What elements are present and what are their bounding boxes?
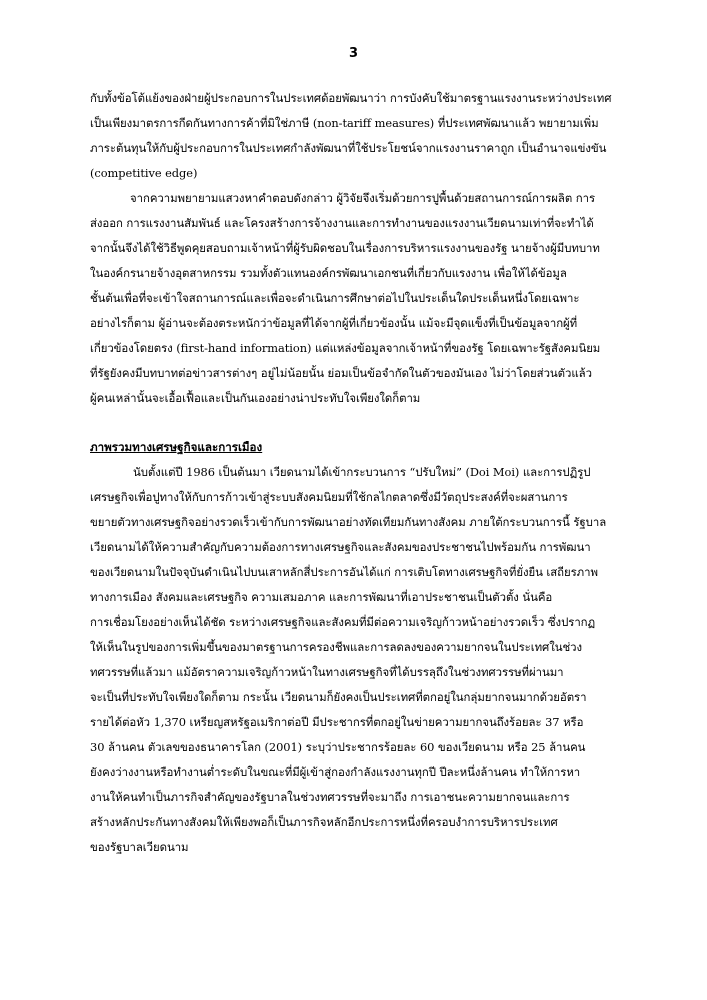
paragraph-line: ของเวียดนามในปัจจุบันดำเนินไปบนเสาหลักสี่ประการอันได้แก่ การเติบโตทางเศรษฐกิจที่ยั่งยืน เสถียรภาพ bbox=[90, 565, 598, 579]
paragraph-methodology bbox=[90, 186, 620, 411]
paragraph-line: ทางการเมือง สังคมและเศรษฐกิจ ความเสมอภาค และการพัฒนาที่เอาประชาชนเป็นตัวตั้ง นั่นคือ bbox=[90, 590, 553, 604]
document-body bbox=[90, 86, 620, 860]
paragraph-line: เป็นเพียงมาตรการกีดกันทางการค้าที่มิใช่ภาษี (non-tariff measures) ที่ประเทศพัฒนาแล้ว พยายามเพิ่ม bbox=[90, 116, 599, 130]
paragraph-line: ที่รัฐยังคงมีบทบาทต่อข่าวสารต่างๆ อยู่ไม่น้อยนั้น ย่อมเป็นข้อจำกัดในตัวของมันเอง ไม่ว่าโดยส่วนตัวแล้ว bbox=[90, 366, 592, 380]
paragraph-line: ทศวรรษที่แล้วมา แม้อัตราความเจริญก้าวหน้าในทางเศรษฐกิจที่ได้บรรลุถึงในช่วงทศวรรษที่ผ่านมา bbox=[90, 665, 564, 679]
paragraph-line: เวียดนามได้ให้ความสำคัญกับความต้องการทางเศรษฐกิจและสังคมของประชาชนไปพร้อมกัน การพัฒนา bbox=[90, 540, 591, 554]
paragraph-line: ส่งออก การแรงงานสัมพันธ์ และโครงสร้างการจ้างงานและการทำงานของแรงงานเวียดนามเท่าที่จะทำได้ bbox=[90, 216, 594, 230]
paragraph-line: กับทั้งข้อโต้แย้งของฝ่ายผู้ประกอบการในประเทศด้อยพัฒนาว่า การบังคับใช้มาตรฐานแรงงานระหว่างประเทศ bbox=[90, 91, 612, 105]
paragraph-line: ให้เห็นในรูปของการเพิ่มขึ้นของมาตรฐานการครองชีพและการลดลงของความยากจนในประเทศในช่วง bbox=[90, 640, 582, 654]
paragraph-line: จากนั้นจึงได้ใช้วิธีพูดคุยสอบถามเจ้าหน้าที่ผู้รับผิดชอบในเรื่องการบริหารแรงงานของรัฐ นายจ้างผู้มีบทบาท bbox=[90, 241, 600, 255]
paragraph-standards-debate bbox=[90, 86, 620, 186]
paragraph-line: การเชื่อมโยงอย่างเห็นได้ชัด ระหว่างเศรษฐกิจและสังคมที่มีต่อความเจริญก้าวหน้าอย่างรวดเร็ว ซึ่งปรากฏ bbox=[90, 615, 596, 629]
paragraph-line: งานให้คนทำเป็นภารกิจสำคัญของรัฐบาลในช่วงทศวรรษที่จะมาถึง การเอาชนะความยากจนและการ bbox=[90, 790, 570, 804]
paragraph-line: ผู้คนเหล่านั้นจะเอื้อเฟื้อและเป็นกันเองอย่างน่าประทับใจเพียงใดก็ตาม bbox=[90, 391, 421, 405]
paragraph-line: ยังคงว่างงานหรือทำงานต่ำระดับในขณะที่มีผู้เข้าสู่กองกำลังแรงงานทุกปี ปีละหนึ่งล้านคน ทำให้การหา bbox=[90, 765, 581, 779]
paragraph-line: 30 ล้านคน ตัวเลขของธนาคารโลก (2001) ระบุว่าประชากรร้อยละ 60 ของเวียดนาม หรือ 25 ล้านคน bbox=[90, 740, 586, 754]
paragraph-line: ของรัฐบาลเวียดนาม bbox=[90, 840, 189, 854]
paragraph-line: ในองค์กรนายจ้างอุตสาหกรรม รวมทั้งตัวแทนองค์กรพัฒนาเอกชนที่เกี่ยวกับแรงงาน เพื่อให้ได้ข้อมูล bbox=[90, 266, 567, 280]
paragraph-line: เศรษฐกิจเพื่อปูทางให้กับการก้าวเข้าสู่ระบบสังคมนิยมที่ใช้กลไกตลาดซึ่งมีวัตถุประสงค์ที่จะผสานการ bbox=[90, 490, 568, 504]
paragraph-line: จากความพยายามแสวงหาคำตอบดังกล่าว ผู้วิจัยจึงเริ่มด้วยการปูพื้นด้วยสถานการณ์การผลิต การ bbox=[130, 191, 596, 205]
paragraph-economic-overview bbox=[90, 460, 620, 860]
paragraph-line: สร้างหลักประกันทางสังคมให้เพียงพอก็เป็นภารกิจหลักอีกประการหนึ่งที่ครอบงำการบริหารประเทศ bbox=[90, 815, 558, 829]
paragraph-line: นับตั้งแต่ปี 1986 เป็นต้นมา เวียดนามได้เข้ากระบวนการ “ปรับใหม่” (Doi Moi) และการปฏิรูป bbox=[133, 465, 591, 479]
page-number: 3 bbox=[348, 46, 359, 61]
paragraph-line: อย่างไรก็ตาม ผู้อ่านจะต้องตระหนักว่าข้อมูลที่ได้จากผู้ที่เกี่ยวข้องนั้น แม้จะมีจุดแข็งที่เป็นข้อมูลจากผู้ที่ bbox=[90, 316, 578, 330]
paragraph-line: ชั้นต้นเพื่อที่จะเข้าใจสถานการณ์และเพื่อจะดำเนินการศึกษาต่อไปในประเด็นใดประเด็นหนึ่งโดยเฉพาะ bbox=[90, 291, 580, 305]
section-heading: ภาพรวมทางเศรษฐกิจและการเมือง bbox=[90, 440, 263, 454]
paragraph-line: ภาระต้นทุนให้กับผู้ประกอบการในประเทศกำลังพัฒนาที่ใช้ประโยชน์จากแรงงานราคาถูก เป็นอำนาจแข่งขัน bbox=[90, 141, 607, 155]
paragraph-line: จะเป็นที่ประทับใจเพียงใดก็ตาม กระนั้น เวียดนามก็ยังคงเป็นประเทศที่ตกอยู่ในกลุ่มยากจนมากด้วยอัตรา bbox=[90, 690, 587, 704]
paragraph-line: ขยายตัวทางเศรษฐกิจอย่างรวดเร็วเข้ากับการพัฒนาอย่างทัดเทียมกันทางสังคม ภายใต้กระบวนการนี้ รัฐบาล bbox=[90, 515, 607, 529]
paragraph-line: เกี่ยวข้องโดยตรง (first-hand information) แต่แหล่งข้อมูลจากเจ้าหน้าที่ของรัฐ โดยเฉพาะรัฐสังคมนิยม bbox=[90, 341, 601, 355]
paragraph-line: (competitive edge) bbox=[90, 166, 198, 180]
paragraph-line: รายได้ต่อหัว 1,370 เหรียญสหรัฐอเมริกาต่อปี มีประชากรที่ตกอยู่ในข่ายความยากจนถึงร้อยละ 37 หรือ bbox=[90, 715, 584, 729]
